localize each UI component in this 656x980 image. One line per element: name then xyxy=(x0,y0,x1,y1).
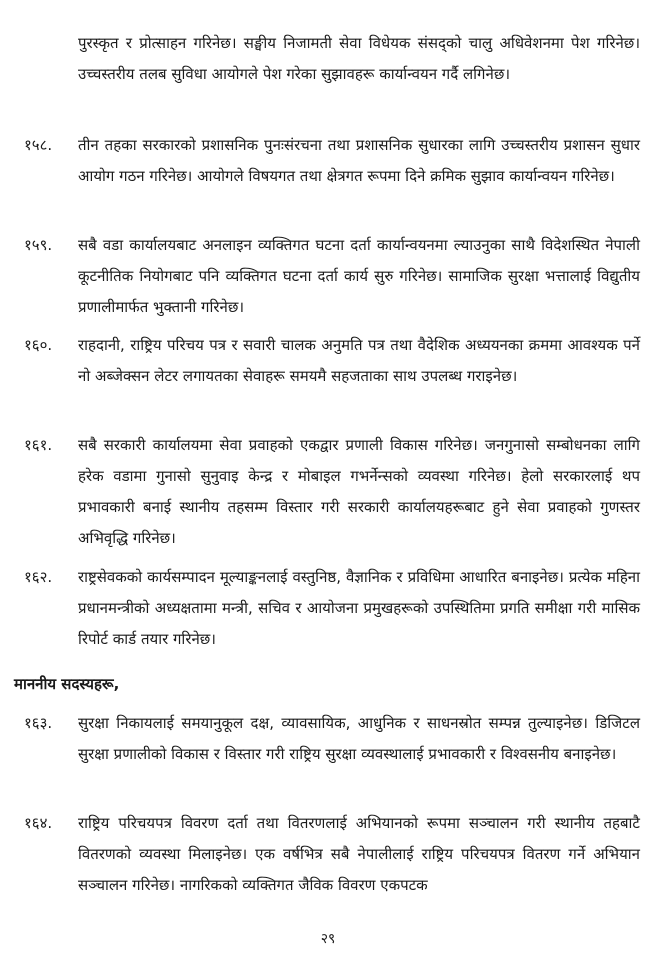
paragraph-text: राष्ट्रसेवकको कार्यसम्पादन मूल्याङ्कनलाई वस्तुनिष्ठ, वैज्ञानिक र प्रविधिमा आधारित बनाइनेछ। प्रत्येक महिना प्रधानमन्त्रीको अध्यक्षतामा मन्त्री, सचिव र आयोजना प्रमुखहरूको उपस्थितिमा प्रगति समीक्षा गरी मासिक रिपोर्ट कार्ड तयार गरिनेछ। xyxy=(78,568,640,648)
paragraph-text: राष्ट्रिय परिचयपत्र विवरण दर्ता तथा वितरणलाई अभियानको रूपमा सञ्चालन गरी स्थानीय तहबाटै वितरणको व्यवस्था मिलाइनेछ। एक वर्षभित्र सबै नेपालीलाई राष्ट्रिय परिचयपत्र वितरण गर्ने अभियान सञ्चालन गरिनेछ। नागरिकको व्यक्तिगत जैविक विवरण एकपटक xyxy=(78,814,640,894)
paragraph-number: १६३. xyxy=(24,714,53,732)
paragraph-number: १६४. xyxy=(24,814,53,832)
paragraph-number: १५९. xyxy=(24,236,53,254)
paragraph-160 xyxy=(24,330,640,392)
paragraph-text: राहदानी, राष्ट्रिय परिचय पत्र र सवारी चालक अनुमति पत्र तथा वैदेशिक अध्ययनका क्रममा आवश्यक पर्ने नो अब्जेक्सन लेटर लगायतका सेवाहरू समयमै सहजताका साथ उपलब्ध गराइनेछ। xyxy=(78,336,640,385)
paragraph-159 xyxy=(24,230,640,323)
paragraph-text: पुरस्कृत र प्रोत्साहन गरिनेछ। सङ्घीय निजामती सेवा विधेयक संसद्को चालु अधिवेशनमा पेश गरिनेछ। उच्चस्तरीय तलब सुविधा आयोगले पेश गरेका सुझावहरू कार्यान्वयन गर्दै लगिनेछ। xyxy=(78,34,640,83)
paragraph-163 xyxy=(24,708,640,770)
paragraph-number: १६२. xyxy=(24,568,53,586)
paragraph-158 xyxy=(24,130,640,192)
section-heading: माननीय सदस्यहरू, xyxy=(14,675,120,693)
page-number: २९ xyxy=(320,931,336,947)
paragraph-number: १६१. xyxy=(24,436,53,454)
paragraph-text: सुरक्षा निकायलाई समयानुकूल दक्ष, व्यावसायिक, आधुनिक र साधनस्रोत सम्पन्न तुल्याइनेछ। डिजिटल सुरक्षा प्रणालीको विकास र विस्तार गरी राष्ट्रिय सुरक्षा व्यवस्थालाई प्रभावकारी र विश्वसनीय बनाइनेछ। xyxy=(78,714,640,763)
paragraph-164 xyxy=(24,808,640,901)
continuation-paragraph xyxy=(24,28,640,90)
paragraph-number: १६०. xyxy=(24,336,53,354)
paragraph-text: सबै सरकारी कार्यालयमा सेवा प्रवाहको एकद्वार प्रणाली विकास गरिनेछ। जनगुनासो सम्बोधनका लागि हरेक वडामा गुनासो सुनुवाइ केन्द्र र मोबाइल गभर्नेन्सको व्यवस्था गरिनेछ। हेलो सरकारलाई थप प्रभावकारी बनाई स्थानीय तहसम्म विस्तार गरी सरकारी कार्यालयहरूबाट हुने सेवा प्रवाहको गुणस्तर अभिवृद्धि गरिनेछ। xyxy=(78,436,640,547)
paragraph-text: सबै वडा कार्यालयबाट अनलाइन व्यक्तिगत घटना दर्ता कार्यान्वयनमा ल्याउनुका साथै विदेशस्थित नेपाली कूटनीतिक नियोगबाट पनि व्यक्तिगत घटना दर्ता कार्य सुरु गरिनेछ। सामाजिक सुरक्षा भत्तालाई विद्युतीय प्रणालीमार्फत भुक्तानी गरिनेछ। xyxy=(78,236,640,316)
paragraph-text: तीन तहका सरकारको प्रशासनिक पुनःसंरचना तथा प्रशासनिक सुधारका लागि उच्चस्तरीय प्रशासन सुधार आयोग गठन गरिनेछ। आयोगले विषयगत तथा क्षेत्रगत रूपमा दिने क्रमिक सुझाव कार्यान्वयन गरिनेछ। xyxy=(78,136,640,185)
paragraph-162 xyxy=(24,562,640,655)
paragraph-161 xyxy=(24,430,640,554)
paragraph-number: १५८. xyxy=(24,136,53,154)
